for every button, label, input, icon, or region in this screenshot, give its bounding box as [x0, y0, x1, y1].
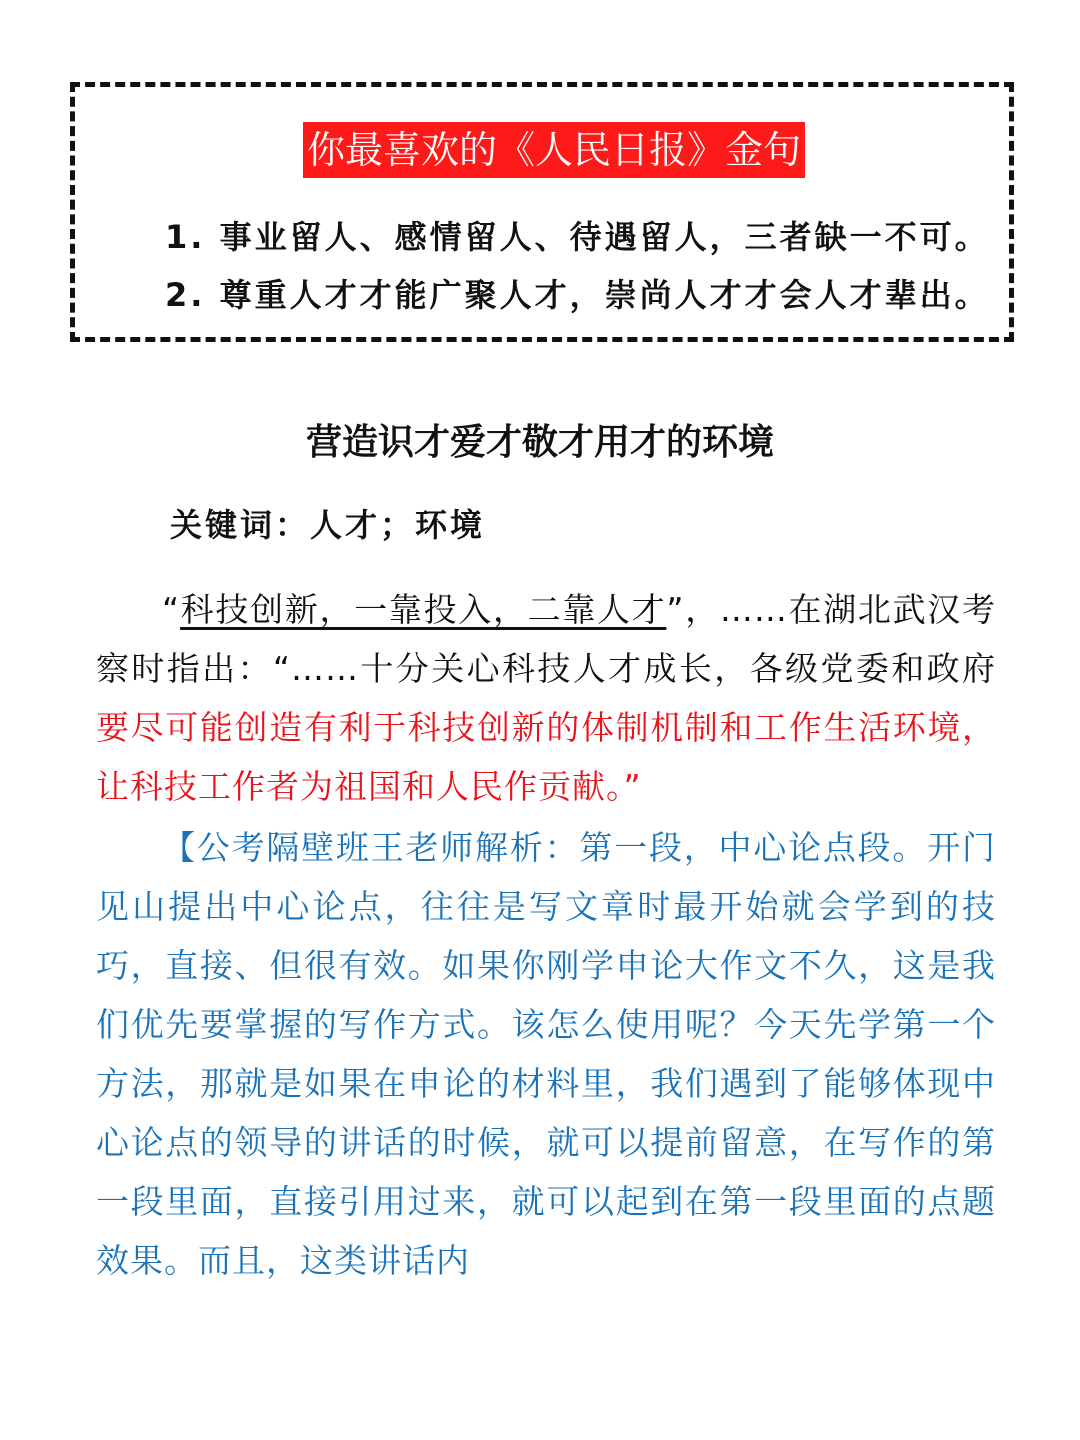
keywords: 关键词：人才；环境 — [170, 506, 486, 544]
paragraph-middle: ”，……在湖北武汉考察时指出：“……十分关心科技人才成长，各级党委和政府 — [96, 590, 996, 688]
quote-line-1: 1. 事业留人、感情留人、待遇留人，三者缺一不可。 — [165, 218, 990, 256]
article-title: 营造识才爱才敬才用才的环境 — [305, 422, 774, 463]
quote-line-2: 2. 尊重人才才能广聚人才，崇尚人才才会人才辈出。 — [165, 276, 990, 314]
quote-paragraph — [96, 580, 996, 816]
open-quote: “ — [162, 590, 181, 629]
highlighted-quote: 要尽可能创造有利于科技创新的体制机制和工作生活环境，让科技工作者为祖国和人民作贡献。” — [96, 708, 996, 806]
underlined-quote: 科技创新，一靠投入，二靠人才 — [180, 590, 667, 629]
quote-box — [70, 82, 1014, 342]
analysis-paragraph: 【公考隔壁班王老师解析：第一段，中心论点段。开门见山提出中心论点，往往是写文章时最开始就会学到的技巧，直接、但很有效。如果你刚学申论大作文不久，这是我们优先要掌握的写作方式。该怎么使用呢？今天先学第一个方法，那就是如果在申论的材料里，我们遇到了能够体现中心论点的领导的讲话的时候，就可以提前留意，在写作的第一段里面，直接引用过来，就可以起到在第一段里面的点题效果。而且，这类讲话内 — [96, 828, 996, 1280]
quote-box-title: 你最喜欢的《人民日报》金句 — [303, 122, 805, 178]
